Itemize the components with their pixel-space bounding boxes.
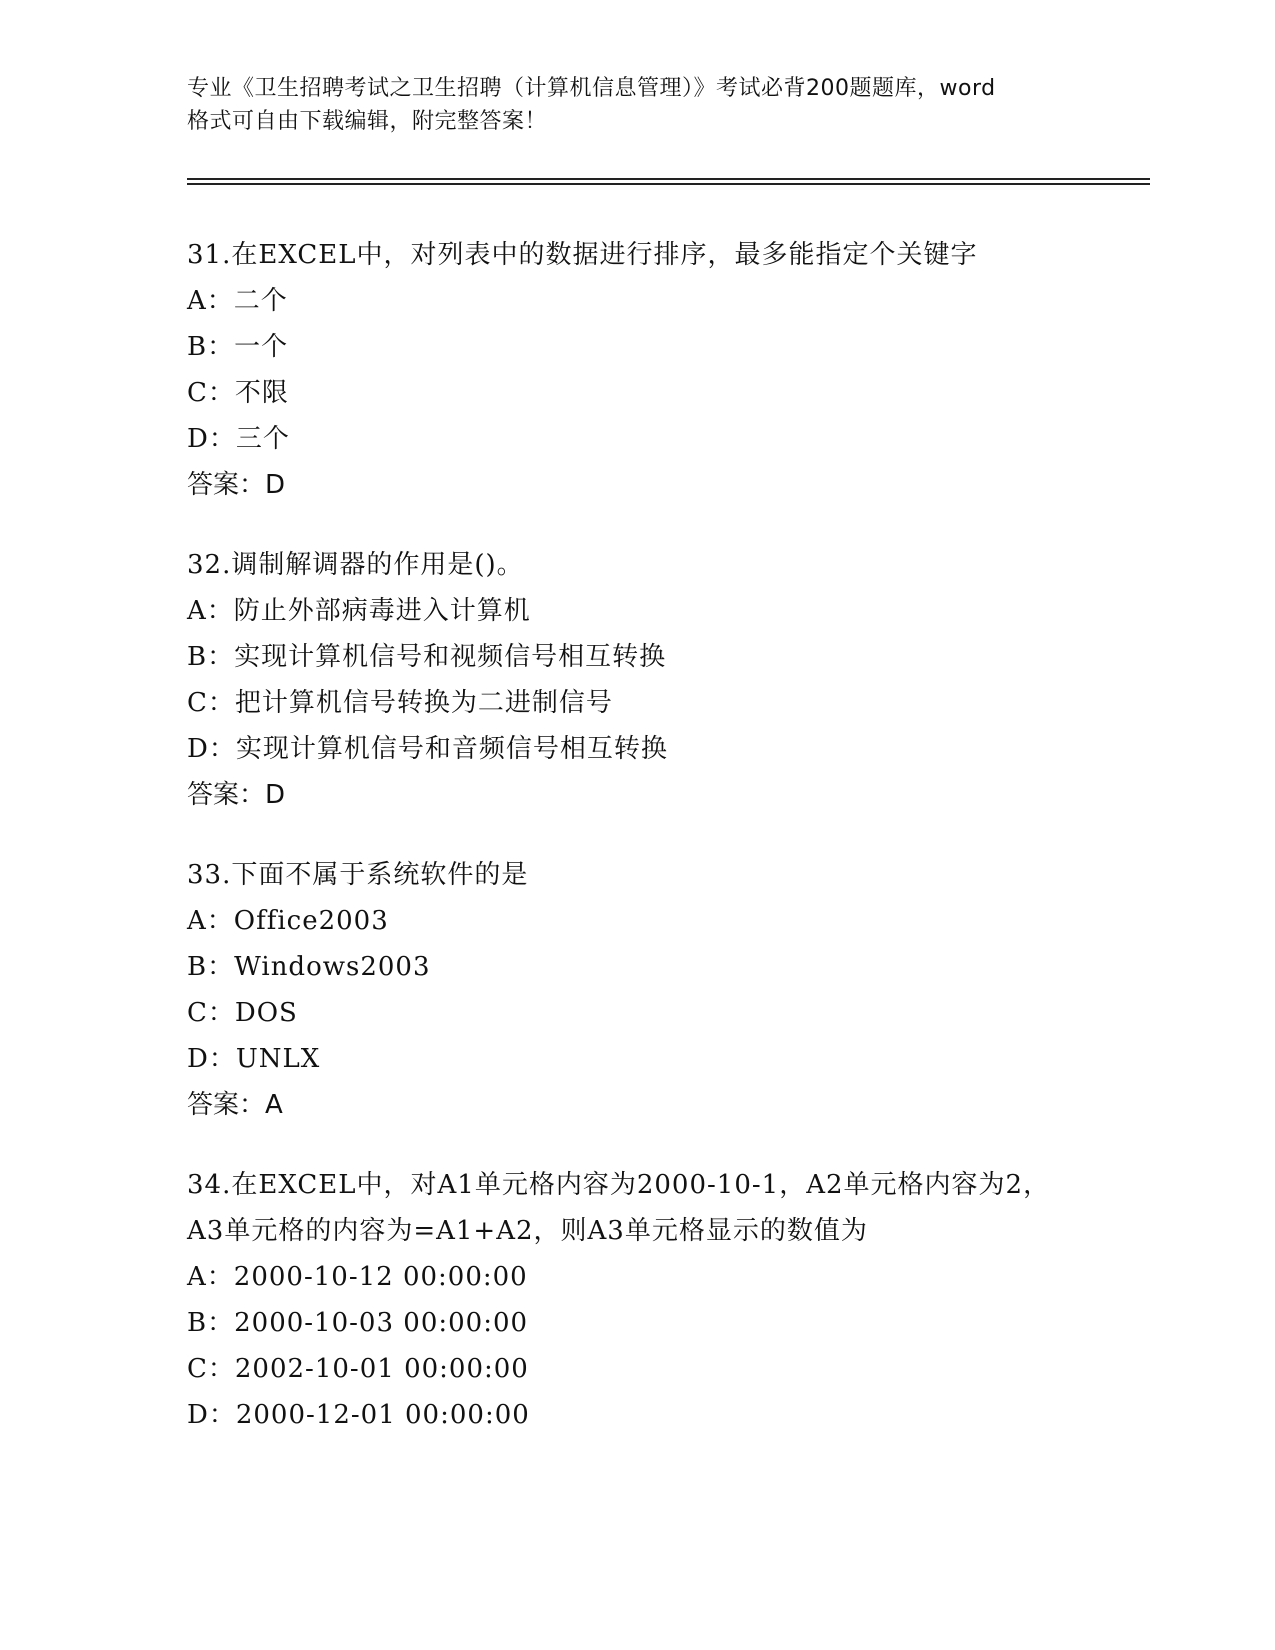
document-header bbox=[187, 72, 1087, 138]
header-divider-top bbox=[187, 178, 1150, 180]
option-a: A：二个 bbox=[187, 286, 288, 316]
option-b: B：2000-10-03 00:00:00 bbox=[187, 1308, 529, 1338]
question-stem-line-1: 34.在EXCEL中，对A1单元格内容为2000-10-1，A2单元格内容为2， bbox=[187, 1170, 1051, 1200]
option-b: B：实现计算机信号和视频信号相互转换 bbox=[187, 642, 667, 672]
option-d: D：三个 bbox=[187, 424, 290, 454]
question-stem: 32.调制解调器的作用是()。 bbox=[187, 550, 524, 580]
answer: 答案：D bbox=[187, 780, 286, 810]
question-list bbox=[187, 232, 1087, 1472]
question-stem-line-2: A3单元格的内容为=A1+A2，则A3单元格显示的数值为 bbox=[187, 1216, 868, 1246]
question-32 bbox=[187, 542, 1087, 818]
option-b: B：一个 bbox=[187, 332, 289, 362]
question-33 bbox=[187, 852, 1087, 1128]
option-c: C：把计算机信号转换为二进制信号 bbox=[187, 688, 613, 718]
option-a: A：防止外部病毒进入计算机 bbox=[187, 596, 531, 626]
option-d: D：2000-12-01 00:00:00 bbox=[187, 1400, 530, 1430]
option-c: C：DOS bbox=[187, 998, 298, 1028]
option-d: D：实现计算机信号和音频信号相互转换 bbox=[187, 734, 668, 764]
option-c: C：不限 bbox=[187, 378, 289, 408]
answer: 答案：A bbox=[187, 1090, 283, 1120]
header-line-2: 格式可自由下载编辑，附完整答案！ bbox=[187, 109, 548, 134]
header-divider-bottom bbox=[187, 183, 1150, 185]
question-31 bbox=[187, 232, 1087, 508]
question-stem: 31.在EXCEL中，对列表中的数据进行排序，最多能指定个关键字 bbox=[187, 240, 978, 270]
answer: 答案：D bbox=[187, 470, 286, 500]
question-34 bbox=[187, 1162, 1087, 1438]
option-b: B：Windows2003 bbox=[187, 952, 431, 982]
header-line-1: 专业《卫生招聘考试之卫生招聘（计算机信息管理）》考试必背200题题库，word bbox=[187, 76, 996, 101]
option-c: C：2002-10-01 00:00:00 bbox=[187, 1354, 529, 1384]
option-a: A：Office2003 bbox=[187, 906, 389, 936]
option-a: A：2000-10-12 00:00:00 bbox=[187, 1262, 528, 1292]
option-d: D：UNLX bbox=[187, 1044, 321, 1074]
question-stem: 33.下面不属于系统软件的是 bbox=[187, 860, 529, 890]
